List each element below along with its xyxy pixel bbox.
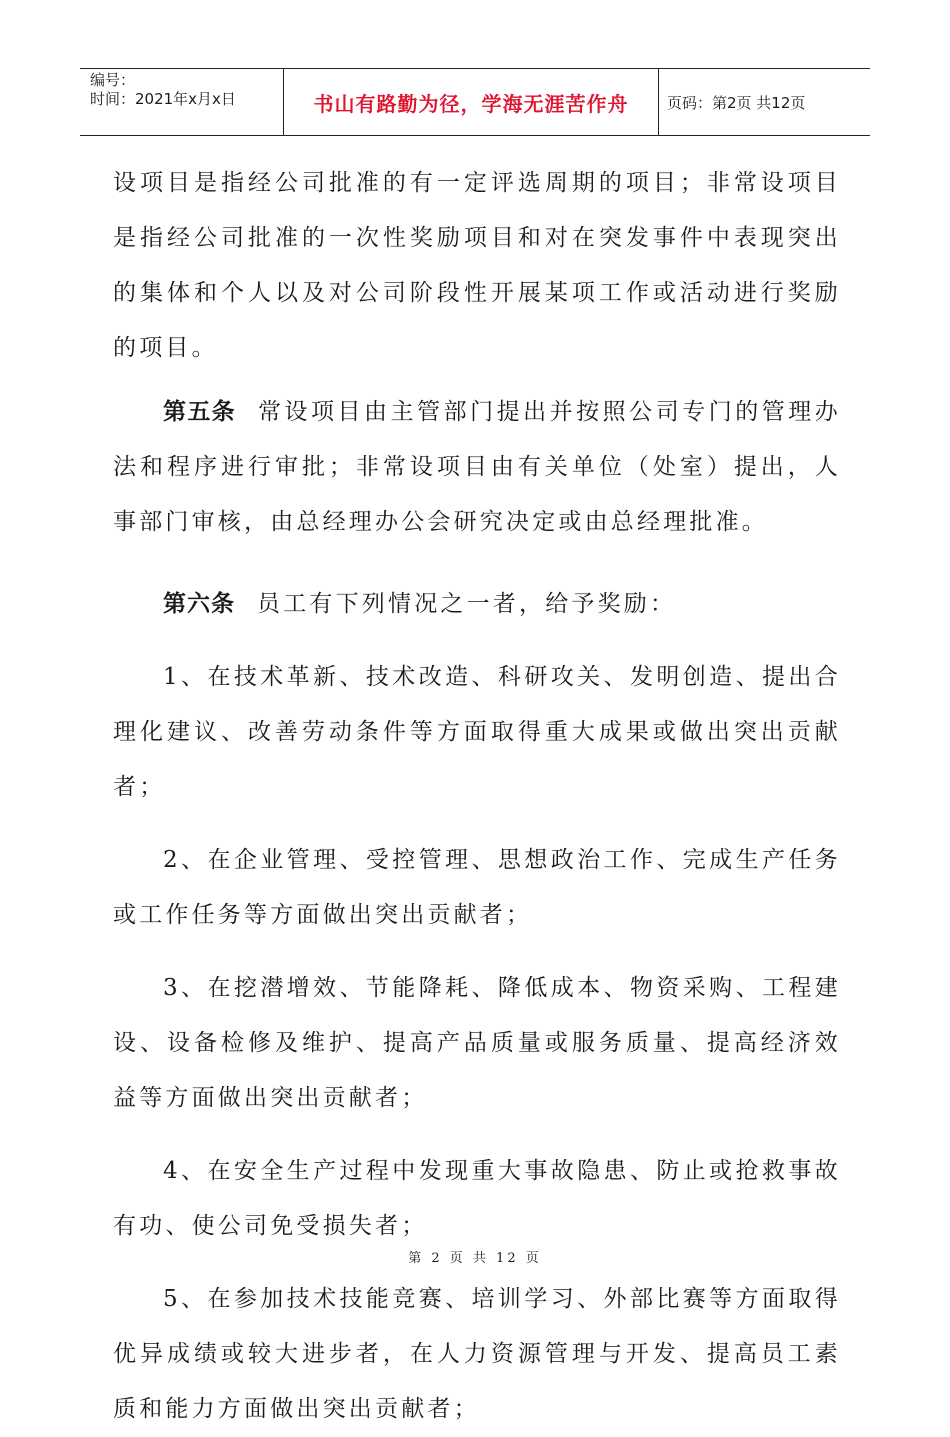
article-5-title: 第五条: [163, 399, 236, 425]
header-info-cell: [80, 69, 284, 135]
list-item-1: 1、在技术革新、技术改造、科研攻关、发明创造、提出合理化建议、改善劳动条件等方面取得重大成果或做出突出贡献者；: [113, 664, 841, 800]
list-item-4: 4、在安全生产过程中发现重大事故隐患、防止或抢救事故有功、使公司免受损失者；: [113, 1158, 841, 1239]
article-6-title: 第六条: [163, 591, 235, 617]
article-5-text: 常设项目由主管部门提出并按照公司专门的管理办法和程序进行审批；非常设项目由有关单位（处室）提出，人事部门审核，由总经理办公会研究决定或由总经理批准。: [113, 399, 841, 535]
list-item-3: 3、在挖潜增效、节能降耗、降低成本、物资采购、工程建设、设备检修及维护、提高产品质量或服务质量、提高经济效益等方面做出突出贡献者；: [113, 975, 841, 1111]
article-5: [113, 385, 841, 550]
header-motto: 书山有路勤为径，学海无涯苦作舟: [284, 69, 659, 135]
list-item-2: 2、在企业管理、受控管理、思想政治工作、完成生产任务或工作任务等方面做出突出贡献者；: [113, 847, 841, 928]
article-6-text: 员工有下列情况之一者，给予奖励：: [257, 591, 677, 617]
document-time-label: 时间：2021年x月x日: [90, 90, 236, 108]
header-page-code: 页码：第2页 共12页: [667, 93, 806, 112]
article-6: [113, 577, 841, 632]
page-header: [80, 68, 870, 136]
paragraph-continuation: 设项目是指经公司批准的有一定评选周期的项目；非常设项目是指经公司批准的一次性奖励项目和对在突发事件中表现突出的集体和个人以及对公司阶段性开展某项工作或活动进行奖励的项目。: [113, 170, 841, 361]
list-item-5: 5、在参加技术技能竞赛、培训学习、外部比赛等方面取得优异成绩或较大进步者，在人力资源管理与开发、提高员工素质和能力方面做出突出贡献者；: [113, 1286, 841, 1422]
page-footer: 第 2 页 共 12 页: [408, 1251, 542, 1266]
document-body: [113, 156, 841, 1437]
document-number-label: 编号：: [90, 71, 136, 89]
